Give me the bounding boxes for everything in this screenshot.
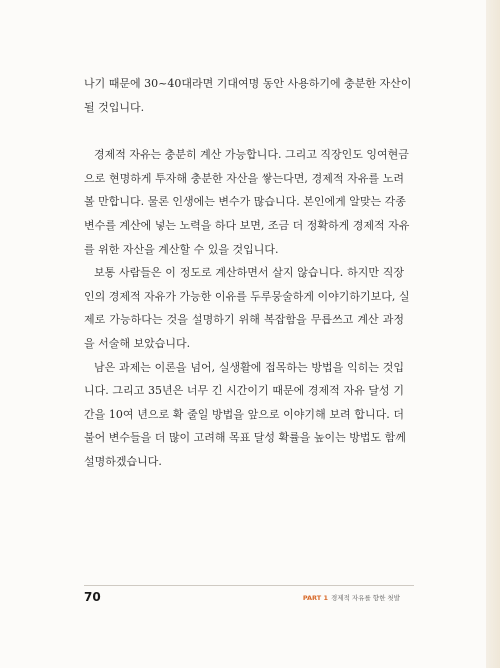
text-line: 제로 가능하다는 것을 설명하기 위해 복잡함을 무릅쓰고 계산 과정 <box>84 313 404 327</box>
text-line: 를 위한 자산을 계산할 수 있을 것입니다. <box>84 242 279 256</box>
text-line: 인의 경제적 자유가 가능한 이유를 두루뭉술하게 이야기하기보다, 실 <box>84 289 410 303</box>
running-head <box>303 593 400 602</box>
footer-divider <box>84 585 414 586</box>
text-line: 으로 현명하게 투자해 충분한 자산을 쌓는다면, 경제적 자유를 노려 <box>84 171 404 185</box>
text-line: 니다. 그리고 35년은 너무 긴 시간이기 때문에 경제적 자유 달성 기 <box>84 384 404 398</box>
text-line: 남은 과제는 이론을 넘어, 실생활에 접목하는 방법을 익히는 것입 <box>94 360 404 374</box>
text-line: 경제적 자유는 충분히 계산 가능합니다. 그리고 직장인도 잉여현금 <box>94 148 409 162</box>
text-line: 설명하겠습니다. <box>84 454 162 468</box>
text-line: 될 것입니다. <box>84 100 145 114</box>
text-line: 볼 만합니다. 물론 인생에는 변수가 많습니다. 본인에게 알맞는 각종 <box>84 195 406 209</box>
part-title: 경제적 자유를 향한 첫발 <box>331 594 400 602</box>
page-number: 70 <box>84 590 101 604</box>
paragraph-4 <box>84 356 404 474</box>
paragraph-1 <box>84 72 412 119</box>
page-spine-edge <box>486 0 500 668</box>
paragraph-2 <box>84 143 410 261</box>
paragraph-3 <box>84 261 410 355</box>
text-line: 변수를 계산에 넣는 노력을 하다 보면, 조금 더 정확하게 경제적 자유 <box>84 218 410 232</box>
text-line: 을 서술해 보았습니다. <box>84 336 191 350</box>
part-label: PART 1 <box>302 594 328 602</box>
text-line: 불어 변수들을 더 많이 고려해 목표 달성 확률을 높이는 방법도 함께 <box>84 431 406 445</box>
text-line: 보통 사람들은 이 정도로 계산하면서 살지 않습니다. 하지만 직장 <box>94 266 404 280</box>
text-line: 간을 10여 년으로 확 줄일 방법을 앞으로 이야기해 보려 합니다. 더 <box>84 407 404 421</box>
body-text <box>84 72 412 474</box>
text-line: 나기 때문에 30~40대라면 기대여명 동안 사용하기에 충분한 자산이 <box>84 77 412 90</box>
